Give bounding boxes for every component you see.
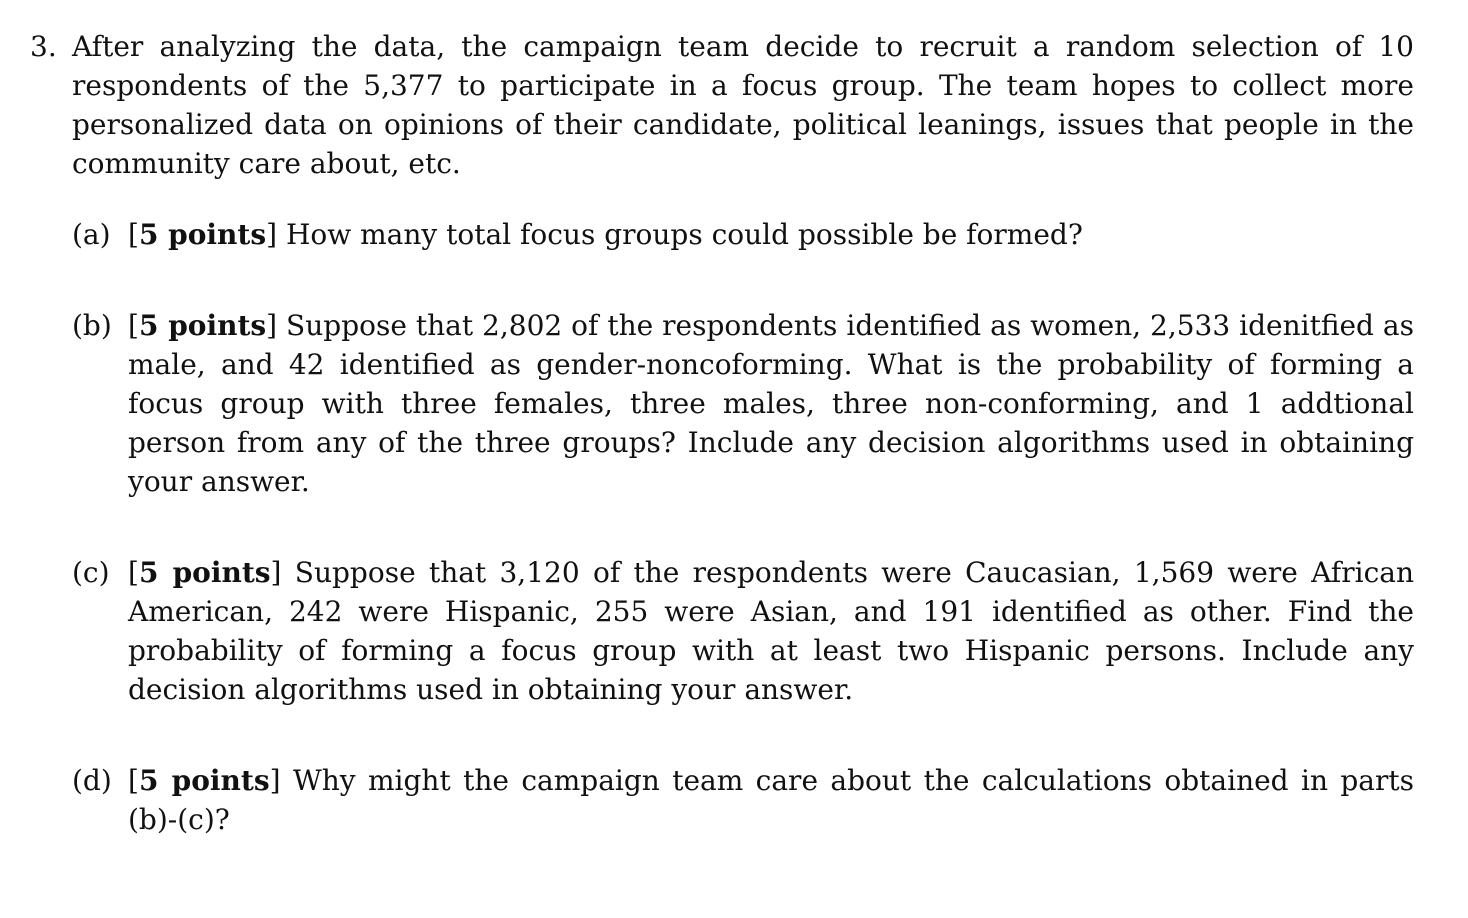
problem-intro-row — [30, 27, 1414, 183]
part-b — [72, 306, 1414, 501]
part-label: (b) — [72, 309, 112, 342]
part-body — [128, 215, 1414, 254]
points-close-bracket: ] — [269, 764, 281, 797]
problem-parts — [72, 215, 1414, 839]
part-a — [72, 215, 1414, 254]
part-body — [128, 306, 1414, 501]
part-c — [72, 553, 1414, 709]
part-label: (d) — [72, 764, 112, 797]
part-question: Suppose that 2,802 of the respondents identified as women, 2,533 idenitfied as male, and 42 identified as gender-noncoforming. What is the probability of forming a focus group with three females, three males, three non-conforming, and 1 addtional person from any of the three groups? Include any decision algorithms used in obtaining your answer. — [128, 309, 1414, 498]
problem-intro: After analyzing the data, the campaign team decide to recruit a random selection of 10 respondents of the 5,377 to participate in a focus group. The team hopes to collect more personalized data on opinions of their candidate, political leanings, issues that people in the community care about, etc. — [72, 30, 1414, 180]
problem-3 — [30, 27, 1414, 839]
part-d — [72, 761, 1414, 839]
points-value: 5 points — [138, 309, 267, 342]
part-body — [128, 553, 1414, 709]
points-close-bracket: ] — [266, 218, 278, 251]
points-value: 5 points — [138, 556, 271, 589]
problem-number: 3. — [30, 30, 57, 63]
points-open-bracket: [ — [128, 309, 139, 342]
part-label: (c) — [72, 556, 110, 589]
part-body — [128, 761, 1414, 839]
part-label: (a) — [72, 218, 111, 251]
points-open-bracket: [ — [128, 556, 139, 589]
part-question: Why might the campaign team care about the calculations obtained in parts (b)-(c)? — [128, 764, 1415, 836]
part-question: Suppose that 3,120 of the respondents were Caucasian, 1,569 were African American, 242 were Hispanic, 255 were Asian, and 191 identified as other. Find the probability of forming a focus group with at least two Hispanic persons. Include any decision algorithms used in obtaining your answer. — [128, 556, 1414, 706]
part-question: How many total focus groups could possible be formed? — [277, 218, 1083, 251]
points-close-bracket: ] — [266, 309, 278, 342]
points-open-bracket: [ — [128, 218, 139, 251]
points-value: 5 points — [138, 764, 270, 797]
points-open-bracket: [ — [128, 764, 139, 797]
points-value: 5 points — [138, 218, 267, 251]
points-close-bracket: ] — [270, 556, 282, 589]
